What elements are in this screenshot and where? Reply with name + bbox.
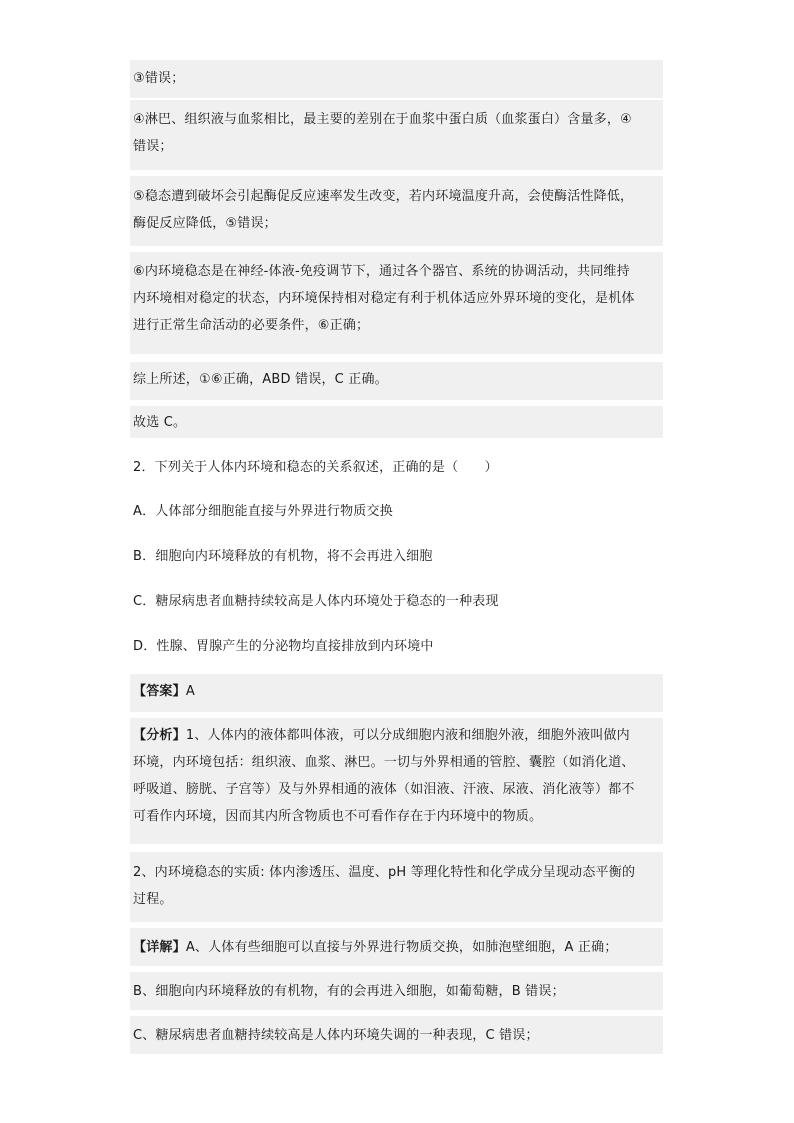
text-line: ③错误； (133, 71, 185, 86)
option-c (130, 588, 663, 615)
text-line: 过程。 (133, 892, 173, 907)
text-line: ⑤稳态遭到破坏会引起酶促反应速率发生改变，若内环境温度升高，会使酶活性降低， (133, 189, 634, 204)
choice-text: 故选 C。 (133, 415, 187, 430)
explanation-item-3 (130, 60, 663, 98)
text-line: 进行正常生命活动的必要条件，⑥正确； (133, 318, 370, 333)
text-line: ④淋巴、组织液与血浆相比，最主要的差别在于血浆中蛋白质（血浆蛋白）含量多，④ (133, 112, 632, 127)
option-a-text: A．人体部分细胞能直接与外界进行物质交换 (133, 504, 393, 519)
option-a (130, 498, 663, 525)
detail-a-text: A、人体有些细胞可以直接与外界进行物质交换，如肺泡壁细胞，A 正确； (185, 940, 618, 955)
explanation-summary (130, 362, 663, 400)
text-line: 1、人体内的液体都叫体液，可以分成细胞内液和细胞外液，细胞外液叫做内 (185, 728, 630, 743)
explanation-item-5 (130, 176, 663, 246)
detail-block-b (130, 972, 663, 1010)
answer-block (130, 674, 663, 712)
text-line: 环境，内环境包括：组织液、血浆、淋巴。一切与外界相通的管腔、囊腔（如消化道、 (133, 755, 635, 770)
detail-line (130, 934, 663, 961)
text-line: ⑥内环境稳态是在神经-体液-免疫调节下，通过各个器官、系统的协调活动，共同维持 (133, 264, 630, 279)
question-stem-text: 2．下列关于人体内环境和稳态的关系叙述，正确的是（ ） (133, 460, 498, 475)
answer-value: A (185, 684, 195, 699)
text-line: 呼吸道、膀胱、子宫等）及与外界相通的液体（如泪液、汗液、尿液、消化液等）都不 (133, 782, 635, 797)
option-d-text: D．性腺、胃腺产生的分泌物均直接排放到内环境中 (133, 639, 434, 654)
text-line: 内环境相对稳定的状态，内环境保持相对稳定有利于机体适应外界环境的变化，是机体 (133, 291, 635, 306)
answer-line (130, 678, 663, 705)
text-line: 可看作内环境，因而其内所含物质也不可看作存在于内环境中的物质。 (133, 809, 543, 824)
explanation-choice (130, 406, 663, 438)
answer-label: 【答案】 (133, 684, 186, 699)
option-d (130, 633, 663, 660)
text-line: 酶促反应降低，⑤错误； (133, 216, 277, 231)
option-c-text: C．糖尿病患者血糖持续较高是人体内环境处于稳态的一种表现 (133, 594, 499, 609)
detail-block-c (130, 1016, 663, 1054)
detail-label: 【详解】 (133, 940, 186, 955)
option-b (130, 543, 663, 570)
option-b-text: B．细胞向内环境释放的有机物，将不会再进入细胞 (133, 549, 433, 564)
analysis-line (130, 722, 663, 749)
analysis-block-2 (130, 852, 663, 922)
text-line: 错误； (133, 139, 173, 154)
text-line: 2、内环境稳态的实质: 体内渗透压、温度、pH 等理化特性和化学成分呈现动态平衡的 (133, 865, 636, 880)
explanation-item-4 (130, 100, 663, 170)
explanation-item-6 (130, 252, 663, 354)
question-2-stem (130, 454, 663, 481)
summary-text: 综上所述，①⑥正确，ABD 错误，C 正确。 (133, 372, 388, 387)
detail-block-a (130, 928, 663, 966)
detail-b-text: B、细胞向内环境释放的有机物，有的会再进入细胞，如葡萄糖，B 错误； (133, 984, 565, 999)
analysis-block-1 (130, 718, 663, 844)
detail-c-text: C、糖尿病患者血糖持续较高是人体内环境失调的一种表现，C 错误； (133, 1028, 539, 1043)
analysis-label: 【分析】 (133, 728, 186, 743)
